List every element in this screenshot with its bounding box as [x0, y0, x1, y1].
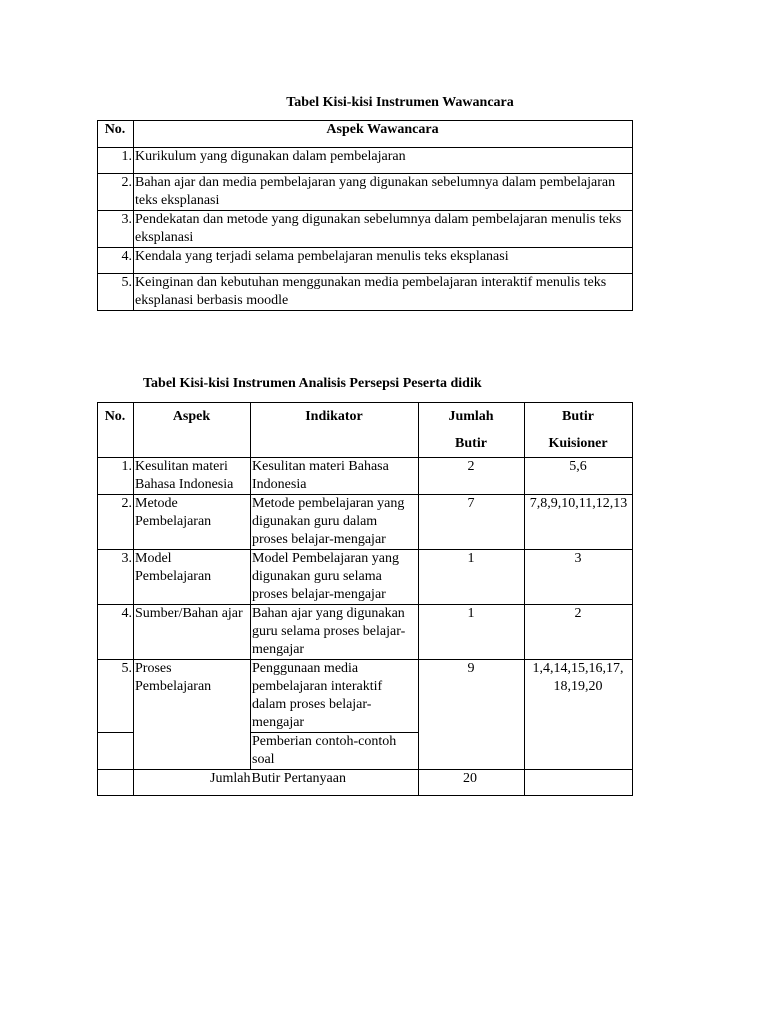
table-row [98, 660, 633, 733]
row-aspect: Kendala yang terjadi selama pembelajaran menulis teks eksplanasi [134, 248, 633, 274]
table-row [98, 148, 633, 174]
row-number: 3. [98, 550, 134, 605]
table-row [98, 605, 633, 660]
table-row [98, 211, 633, 248]
row-aspect: Kurikulum yang digunakan dalam pembelajaran [134, 148, 633, 174]
row-item-count: 9 [419, 660, 525, 770]
row-number: 4. [98, 248, 134, 274]
table-row [98, 274, 633, 311]
header-butir-line1: Butir [562, 409, 594, 424]
header-jumlah-line1: Jumlah [448, 409, 494, 424]
row-aspect: Sumber/Bahan ajar [134, 605, 251, 660]
table-row [98, 248, 633, 274]
total-value: 20 [419, 770, 525, 796]
row-number: 1. [98, 148, 134, 174]
row-aspect: Keinginan dan kebutuhan menggunakan media pembelajaran interaktif menulis teks eksplanasi berbasis moodle [134, 274, 633, 311]
header-butir-line2: Kuisioner [548, 436, 608, 451]
row-item-count: 1 [419, 550, 525, 605]
table-header-row [98, 121, 633, 148]
header-aspek: Aspek [134, 403, 251, 458]
row-item-count: 1 [419, 605, 525, 660]
empty-number-cell [98, 733, 134, 770]
row-questionnaire-items: 7,8,9,10,11,12,13 [525, 495, 633, 550]
interview-table-title: Tabel Kisi-kisi Instrumen Wawancara [286, 95, 514, 110]
header-no: No. [98, 121, 134, 148]
perception-grid-table [97, 402, 633, 796]
total-row [98, 770, 633, 796]
row-questionnaire-items: 2 [525, 605, 633, 660]
row-indicator: Bahan ajar yang digunakan guru selama proses belajar-mengajar [251, 605, 419, 660]
table-row [98, 174, 633, 211]
header-aspek-wawancara: Aspek Wawancara [134, 121, 633, 148]
header-butir-kuisioner [525, 403, 633, 458]
perception-table-title: Tabel Kisi-kisi Instrumen Analisis Persepsi Peserta didik [143, 376, 482, 391]
row-number: 3. [98, 211, 134, 248]
row-aspect: Bahan ajar dan media pembelajaran yang digunakan sebelumnya dalam pembelajaran teks eksplanasi [134, 174, 633, 211]
row-aspect: Pendekatan dan metode yang digunakan sebelumnya dalam pembelajaran menulis teks eksplanasi [134, 211, 633, 248]
row-indicator: Penggunaan media pembelajaran interaktif dalam proses belajar-mengajar [251, 660, 419, 733]
header-no: No. [98, 403, 134, 458]
row-questionnaire-items: 3 [525, 550, 633, 605]
row-questionnaire-items: 1,4,14,15,16,17, 18,19,20 [525, 660, 633, 770]
header-jumlah-line2: Butir [455, 436, 487, 451]
row-indicator: Model Pembelajaran yang digunakan guru selama proses belajar-mengajar [251, 550, 419, 605]
row-indicator-extra: Pemberian contoh-contoh soal [251, 733, 419, 770]
total-label-left: Jumlah [134, 770, 251, 796]
row-aspect: Metode Pembelajaran [134, 495, 251, 550]
table-row [98, 458, 633, 495]
header-indikator: Indikator [251, 403, 419, 458]
row-number: 5. [98, 660, 134, 733]
table-row [98, 550, 633, 605]
row-questionnaire-items: 5,6 [525, 458, 633, 495]
header-jumlah-butir [419, 403, 525, 458]
interview-grid-table [97, 120, 633, 311]
row-number: 2. [98, 495, 134, 550]
table-header-row [98, 403, 633, 458]
row-aspect: Model Pembelajaran [134, 550, 251, 605]
empty-total-cell [525, 770, 633, 796]
row-number: 5. [98, 274, 134, 311]
row-indicator: Metode pembelajaran yang digunakan guru dalam proses belajar-mengajar [251, 495, 419, 550]
row-number: 2. [98, 174, 134, 211]
row-number: 1. [98, 458, 134, 495]
row-aspect: Kesulitan materi Bahasa Indonesia [134, 458, 251, 495]
table-row [98, 495, 633, 550]
row-item-count: 2 [419, 458, 525, 495]
total-label-right: Butir Pertanyaan [251, 770, 419, 796]
row-indicator: Kesulitan materi Bahasa Indonesia [251, 458, 419, 495]
row-item-count: 7 [419, 495, 525, 550]
row-aspect: Proses Pembelajaran [134, 660, 251, 770]
empty-number-cell [98, 770, 134, 796]
row-number: 4. [98, 605, 134, 660]
